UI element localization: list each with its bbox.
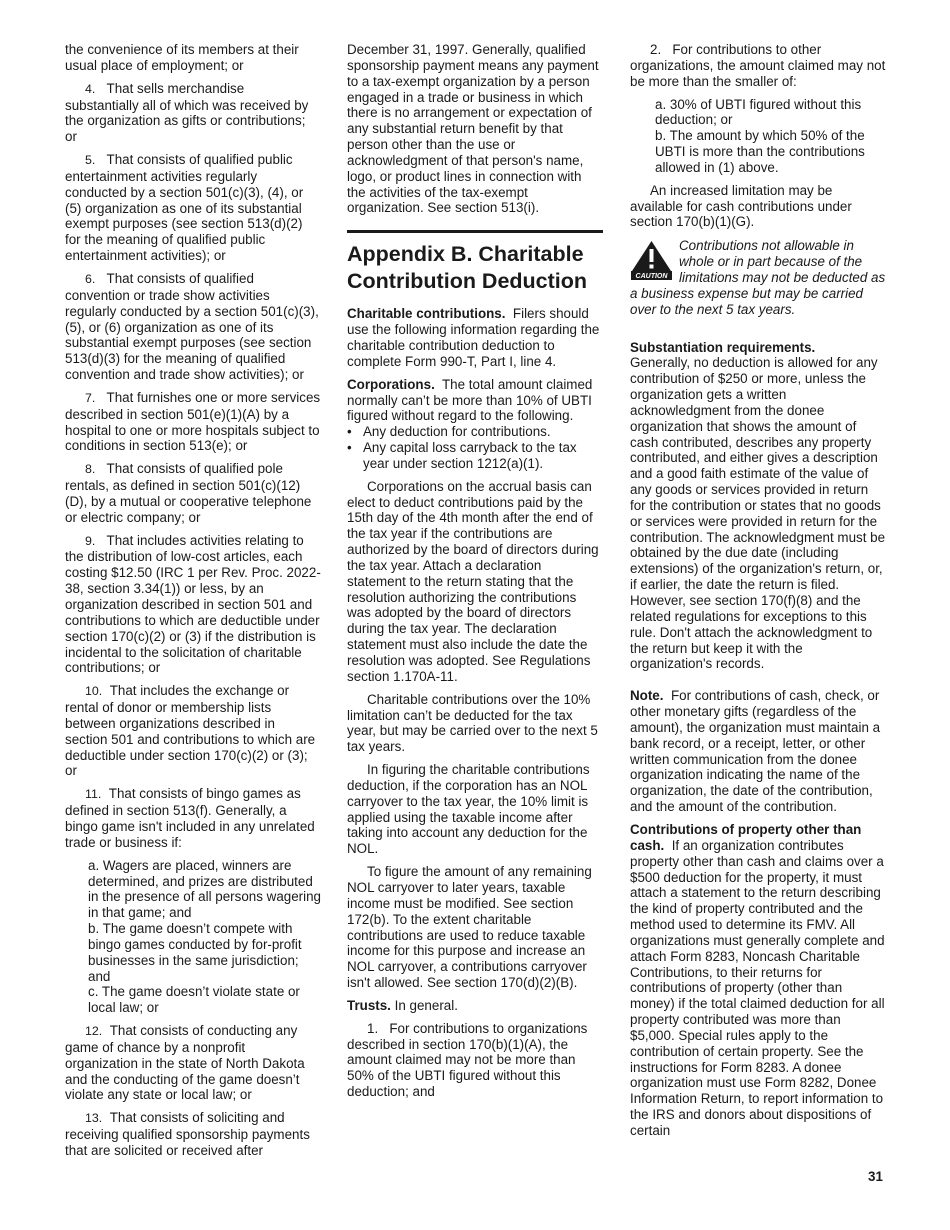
appendix-heading: Appendix B. Charitable Contribution Deduction: [347, 242, 588, 294]
note-paragraph: Note. For contributions of cash, check, or other monetary gifts (regardless of the amount), the organization must maintain a bank record, or a receipt, letter, or other written communication from the donee organization indicating the name of the organization, the date of the contribution, and the amount of the contribution.: [630, 688, 881, 815]
sub-item-a: a. Wagers are placed, winners are determined, and prizes are distributed in the presence of all persons wagering in that game; and: [88, 857, 321, 921]
page-number: 31: [868, 1169, 883, 1184]
paragraph: Corporations on the accrual basis can elect to deduct contributions paid by the 15th day of the 4th month after the end of the tax year if the contributions are authorized by the board of directors during the tax year. Attach a declaration statement to the return stating that the resolution authorizing the contributions was adopted by the board of directors during the tax year. The declaration statement must also include the date the resolution was adopted. See Regulations section 1.170A-11.: [347, 478, 599, 684]
caution-triangle-icon: [630, 240, 673, 280]
sub-item-b: b. The amount by which 50% of the UBTI is more than the contributions allowed in (1) above.: [655, 128, 865, 175]
column-2: [347, 42, 603, 1100]
bullet-item: • Any deduction for contributions.: [347, 424, 551, 440]
charitable-contributions-paragraph: Charitable contributions. Filers should use the following information regarding the charitable contribution deduction to complete Form 990-T, Part I, line 4.: [347, 306, 600, 369]
column-1: [65, 42, 321, 1159]
property-paragraph: Contributions of property other than cash. If an organization contributes property other than cash and claims over a $500 deduction for the property, it must attach a statement to the return describing the kind of property contributed and the method used to determine its FMV. All organizations must generally complete and attach Form 8283, Noncash Charitable Contributions, to their returns for contributions of property (other than money) if the total claimed deduction for all property contributed was more than $5,000. Special rules apply to the contribution of certain property. See the instructions for Form 8283. A donee organization must use Form 8282, Donee Information Return, to report information to the IRS and donors about dispositions of certain: [630, 821, 885, 1138]
section-rule: [347, 230, 603, 233]
list-item-13: 13. That consists of soliciting and receiving qualified sponsorship payments that are solicited or received after: [65, 1110, 310, 1158]
sub-item-c: c. The game doesn’t violate state or local law; or: [88, 984, 300, 1016]
list-item-6: 6. That consists of qualified convention or trade show activities regularly conducted by a section 501(c)(3), (5), or (6) organization as one of its substantial exempt purposes (see section 513(d)(3) for the meaning of qualified convention and trade show activities); or: [65, 270, 319, 383]
paragraph: In figuring the charitable contributions deduction, if the corporation has an NOL carryover to the tax year, the 10% limit is applied using the taxable income after taking into account any deduction for the NOL.: [347, 762, 590, 857]
list-item-7: 7. That furnishes one or more services described in section 501(e)(1)(A) by a hospital to one or more hospitals subject to conditions in section 513(e); or: [65, 389, 321, 454]
paragraph: the convenience of its members at their usual place of employment; or: [65, 42, 299, 73]
trust-item-1: 1. For contributions to organizations described in section 170(b)(1)(A), the amount claimed may not be more than 50% of the UBTI figured without this deduction; and: [347, 1020, 588, 1100]
list-item-8: 8. That consists of qualified pole rentals, as defined in section 501(c)(12)(D), by a mutual or cooperative telephone or electric company; or: [65, 461, 312, 525]
paragraph: An increased limitation may be available for cash contributions under section 170(b)(1)(G).: [630, 182, 852, 230]
bullet-item: • Any capital loss carryback to the tax year under section 1212(a)(1).: [347, 440, 577, 471]
substantiation-paragraph: Substantiation requirements. Generally, no deduction is allowed for any contribution of $250 or more, unless the organization gets a written acknowledgment from the donee organization that shows the amount of cash contributed, describes any property contributed, and either gives a description and a good faith estimate of the value of any goods or services provided in return for the contribution or states that no goods or services were provided in return for the contribution. The acknowledgment must be obtained by the due date (including extensions) of the organization's return, or, if earlier, the date the return is filed. However, see section 170(f)(8) and the related regulations for exceptions to this rule. Don't attach the acknowledgment to the return but keep it with the organization's records.: [630, 339, 886, 672]
list-item-9: 9. That includes activities relating to the distribution of low-cost articles, each costing $12.50 (IRC 1 per Rev. Proc. 2022-38, section 3.34(1)) or less, by an organization described in section 501 and contributions to which are deductible under section 170(c)(2) or (3) if the distribution is incidental to the solicitation of charitable contributions; or: [65, 532, 321, 676]
sub-item-a: a. 30% of UBTI figured without this deduction; or: [655, 96, 862, 128]
trusts-paragraph: Trusts. In general.: [347, 997, 458, 1013]
paragraph: To figure the amount of any remaining NOL carryover to later years, taxable income must be modified. See section 172(b). To the extent charitable contributions are used to reduce taxable income for this purpose and increase an NOL carryover, a contributions carryover isn't allowed. See section 170(d)(2)(B).: [347, 864, 592, 991]
list-item-10: 10. That includes the exchange or rental of donor or membership lists between organizations described in section 501 and contributions to which are deductible under section 170(c)(2) or (3); or: [65, 683, 316, 779]
paragraph: December 31, 1997. Generally, qualified sponsorship payment means any payment to a tax-exempt organization by a person engaged in a trade or business in which there is no arrangement or expectation of any substantial return benefit by that person other than the use or acknowledgment of that person's name, logo, or product lines in connection with the activities of the tax-exempt organization. See section 513(i).: [347, 42, 599, 216]
caution-box: [630, 238, 886, 317]
list-item-5: 5. That consists of qualified public entertainment activities regularly conducted by a section 501(c)(3), (4), or (5) organization as one of its substantial exempt purposes (see section 513(d)(2) for the meaning of qualified public entertainment activities); or: [65, 152, 304, 264]
list-item-4: 4. That sells merchandise substantially all of which was received by the organization as gifts or contributions; or: [65, 80, 309, 145]
caution-icon: [630, 240, 673, 280]
list-item-11: 11. That consists of bingo games as defined in section 513(f). Generally, a bingo game isn't included in any unrelated trade or business if:: [65, 786, 315, 850]
sub-item-b: b. The game doesn’t compete with bingo games conducted by for-profit businesses in the same jurisdiction; and: [88, 921, 302, 984]
caution-label: CAUTION: [635, 273, 668, 281]
column-3: [630, 42, 886, 1139]
list-item-12: 12. That consists of conducting any game of chance by a nonprofit organization in the state of North Dakota and the conducting of the game doesn’t violate any state or local law; or: [65, 1023, 305, 1103]
trust-item-2: 2. For contributions to other organizations, the amount claimed may not be more than the smaller of:: [630, 42, 886, 89]
caution-text: Contributions not allowable in whole or in part because of the limitations may not be deducted as a business expense but may be carried over to the next 5 tax years.: [630, 238, 886, 317]
corporations-paragraph: Corporations. The total amount claimed normally can’t be more than 10% of UBTI figured without regard to the following.: [347, 376, 593, 424]
paragraph: Charitable contributions over the 10% limitation can’t be deducted for the tax year, but may be carried over to the next 5 tax years.: [347, 691, 598, 755]
